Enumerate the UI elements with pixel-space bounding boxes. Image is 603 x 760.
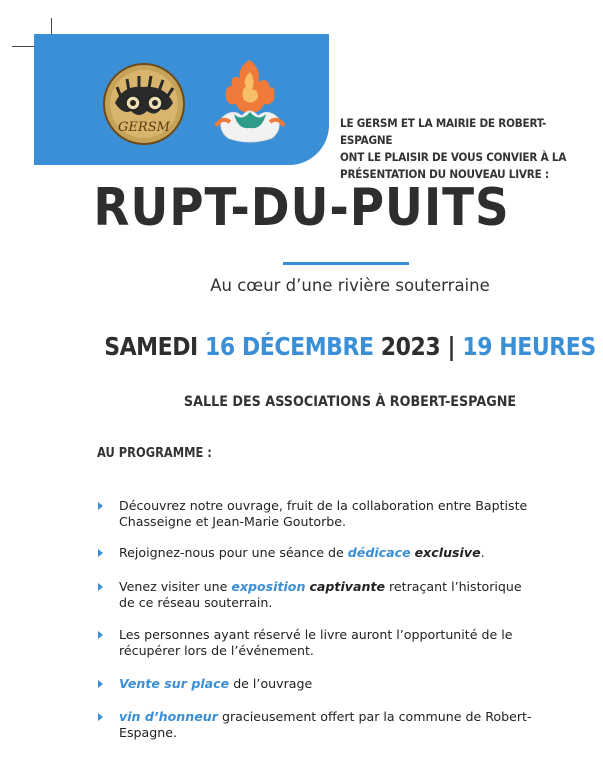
event-time: 19 HEURES (462, 332, 596, 361)
book-title: RUPT-DU-PUITS (93, 178, 510, 238)
bullet-icon (98, 583, 103, 591)
event-year: 2023 (380, 332, 441, 361)
item-text: Découvrez notre ouvrage, fruit de la collaboration entre Baptiste Chasseigne et Jean-Marie Goutorbe. (119, 498, 528, 529)
event-day: SAMEDI (104, 332, 198, 361)
item-text: retraçant l’historique de ce réseau souterrain. (119, 579, 522, 610)
program-heading: AU PROGRAMME : (97, 446, 212, 461)
item-emphasis: exclusive (414, 545, 481, 560)
scan-mark (12, 46, 34, 47)
title-underline (283, 262, 409, 265)
event-date-text: 16 DÉCEMBRE (205, 332, 374, 361)
item-text: Rejoignez-nous pour une séance de (119, 545, 348, 560)
event-separator: | (447, 332, 456, 361)
bullet-icon (98, 502, 103, 510)
item-text: . (480, 545, 485, 560)
bullet-icon (98, 549, 103, 557)
item-highlight: exposition (231, 579, 306, 594)
item-text: gracieusement offert par la commune de Robert-Espagne. (119, 709, 532, 740)
event-venue: SALLE DES ASSOCIATIONS À ROBERT-ESPAGNE (183, 394, 517, 410)
item-highlight: Vente sur place (119, 676, 230, 691)
book-subtitle: Au cœur d’une rivière souterraine (210, 276, 490, 295)
event-date (42, 332, 603, 361)
flame-water-logo (212, 56, 288, 146)
bullet-icon (98, 631, 103, 639)
item-text: de l’ouvrage (229, 676, 313, 691)
gersm-logo (103, 63, 185, 145)
item-text: Les personnes ayant réservé le livre auront l’opportunité de le récupérer lors de l’événement. (119, 627, 513, 658)
gersm-logo-text: GERSM (118, 120, 170, 135)
item-text: Venez visiter une (119, 579, 232, 594)
item-emphasis: captivante (309, 579, 386, 594)
item-highlight: dédicace (347, 545, 411, 560)
bullet-icon (98, 713, 103, 721)
bullet-icon (98, 680, 103, 688)
item-highlight: vin d’honneur (119, 709, 218, 724)
intro-text: LE GERSM ET LA MAIRIE DE ROBERT-ESPAGNE ONT LE PLAISIR DE VOUS CONVIER À LA PRÉSENTATION DU NOUVEAU LIVRE : (340, 116, 567, 181)
